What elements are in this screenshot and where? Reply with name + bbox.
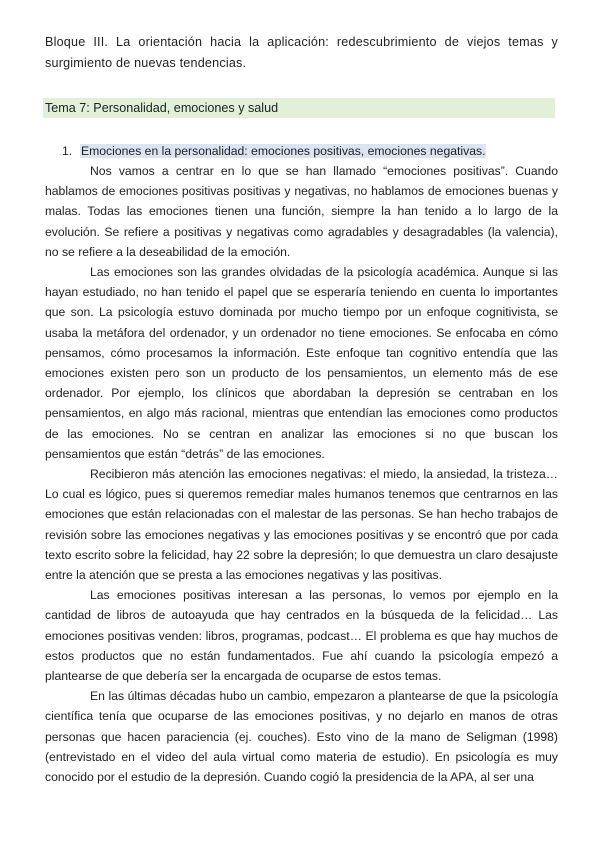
block-title: Bloque III. La orientación hacia la aplicación: redescubrimiento de viejos temas y surgimiento de nuevas tendencias. [45,35,558,70]
section-heading [62,143,486,160]
paragraph: Las emociones positivas interesan a las personas, lo vemos por ejemplo en la cantidad de libros de autoayuda que hay centrados en la búsqueda de la felicidad… Las emociones positivas venden: libros, programas, podcast… El problema es que hay muchos de estos productos que no están fundamentados. Fue ahí cuando la psicología empezó a plantearse de que debería ser la encargada de ocuparse de estos temas. [45,588,558,684]
section-title: Emociones en la personalidad: emociones positivas, emociones negativas. [81,144,486,158]
section-number: 1. [62,144,73,158]
body-text [45,161,558,787]
tema-heading: Tema 7: Personalidad, emociones y salud [43,98,555,118]
paragraph: Nos vamos a centrar en lo que se han llamado “emociones positivas”. Cuando hablamos de emociones positivas positivas y negativas, no hablamos de emociones buenas y malas. Todas las emociones tienen una función, siempre la han tenido a lo largo de la evolución. Se refiere a positivas y negativas como agradables y desagradables (la valencia), no se refiere a la deseabilidad de la emoción. [45,164,558,259]
paragraph: Recibieron más atención las emociones negativas: el miedo, la ansiedad, la tristeza… Lo cual es lógico, pues si queremos remediar males humanos tenemos que centrarnos en las emociones que están relacionadas con el malestar de las personas. Se han hecho trabajos de revisión sobre las emociones negativas y las emociones positivas y se encontró que por cada texto escrito sobre la felicidad, hay 22 sobre la depresión; lo que demuestra un claro desajuste entre la atención que se presta a las emociones negativas y las positivas. [45,467,558,583]
paragraph: Las emociones son las grandes olvidadas de la psicología académica. Aunque si las hayan estudiado, no han tenido el papel que se esperaría teniendo en cuenta lo importantes que son. La psicología estuvo dominada por mucho tiempo por un enfoque cognitivista, se usaba la metáfora del ordenador, y un ordenador no tiene emociones. Se enfocaba en cómo pensamos, cómo procesamos la información. Este enfoque tan cognitivo entendía que las emociones existen pero son un producto de los pensamientos, un elemento más de ese ordenador. Por ejemplo, los clínicos que abordaban la depresión se centraban en los pensamientos, en algo más racional, mientras que entendían las emociones como productos de las emociones. No se centran en analizar las emociones si no que buscan los pensamientos que están “detrás” de las emociones. [45,265,558,461]
paragraph: En las últimas décadas hubo un cambio, empezaron a plantearse de que la psicología científica tenía que ocuparse de las emociones positivas, y no dejarlo en manos de otras personas que hacen paraciencia (ej. couches). Esto vino de la mano de Seligman (1998) (entrevistado en el video del aula virtual como materia de estudio). En psicología es muy conocido por el estudio de la depresión. Cuando cogió la presidencia de la APA, al ser una [45,689,558,785]
